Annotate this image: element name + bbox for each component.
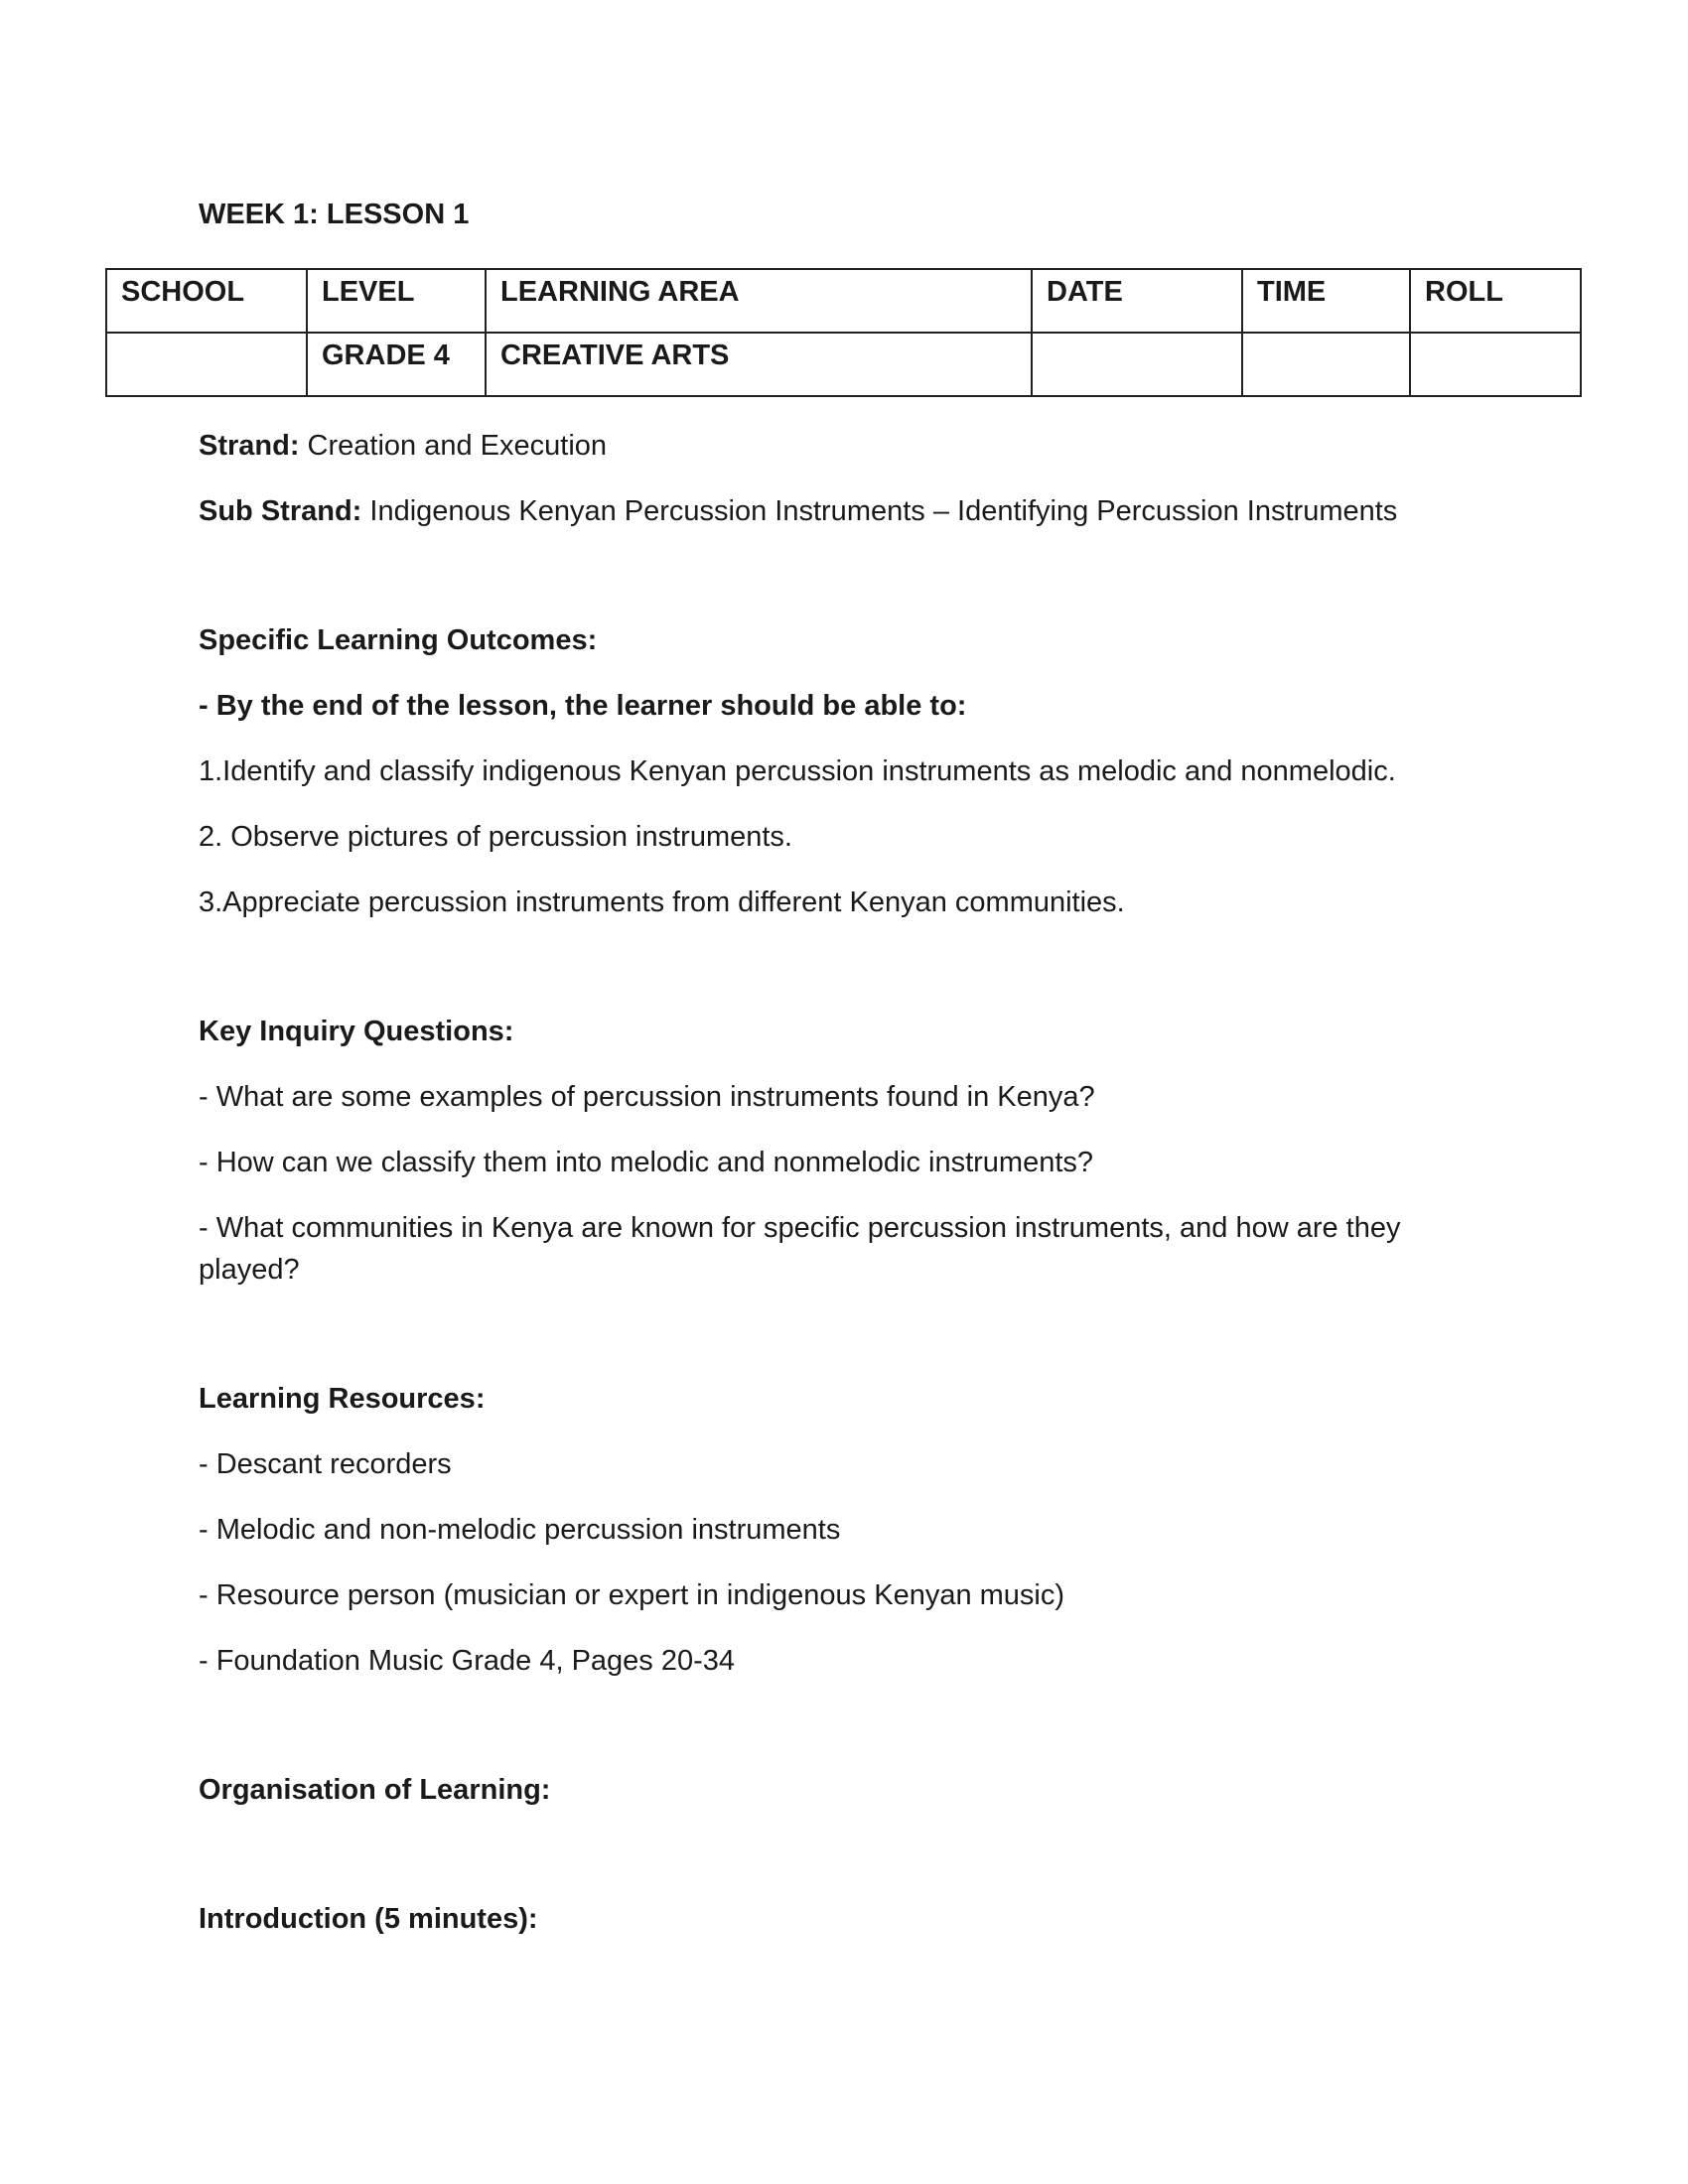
table-header-cell: ROLL: [1410, 269, 1581, 333]
lesson-content: [199, 425, 1489, 1964]
strand-label: Strand:: [199, 430, 300, 462]
list-item: 3.Appreciate percussion instruments from different Kenyan communities.: [199, 887, 1125, 918]
table-header-cell: LEARNING AREA: [486, 269, 1032, 333]
inquiry-title: Key Inquiry Questions:: [199, 1016, 514, 1047]
table-header-cell: DATE: [1032, 269, 1242, 333]
table-header-row: [106, 269, 1581, 333]
list-item: 1.Identify and classify indigenous Kenyan percussion instruments as melodic and nonmelodic.: [199, 755, 1396, 787]
list-item: - Melodic and non-melodic percussion instruments: [199, 1514, 841, 1546]
table-cell: [1410, 333, 1581, 396]
table-header-cell: SCHOOL: [106, 269, 307, 333]
lesson-heading: WEEK 1: LESSON 1: [199, 199, 470, 230]
introduction-title: Introduction (5 minutes):: [199, 1903, 538, 1935]
table-header-cell: TIME: [1242, 269, 1410, 333]
organisation-title: Organisation of Learning:: [199, 1774, 551, 1806]
sub-strand-label: Sub Strand:: [199, 495, 362, 527]
table-row: [106, 333, 1581, 396]
outcomes-title: Specific Learning Outcomes:: [199, 624, 598, 656]
table-header-cell: LEVEL: [307, 269, 486, 333]
spacer: [199, 556, 1489, 619]
spacer: [199, 947, 1489, 1011]
strand-value: Creation and Execution: [299, 430, 608, 462]
list-item: - What communities in Kenya are known for specific percussion instruments, and how are they played?: [199, 1212, 1401, 1286]
list-item: - Descant recorders: [199, 1448, 452, 1480]
list-item: - Foundation Music Grade 4, Pages 20-34: [199, 1645, 736, 1677]
sub-strand-value: Indigenous Kenyan Percussion Instruments – Identifying Percussion Instruments: [361, 495, 1398, 527]
list-item: 2. Observe pictures of percussion instruments.: [199, 821, 792, 853]
outcomes-intro: - By the end of the lesson, the learner should be able to:: [199, 690, 967, 722]
resources-title: Learning Resources:: [199, 1383, 486, 1415]
spacer: [199, 1835, 1489, 1898]
table-cell: [106, 333, 307, 396]
spacer: [199, 1706, 1489, 1769]
sub-strand-line: [199, 490, 1489, 532]
list-item: - How can we classify them into melodic and nonmelodic instruments?: [199, 1147, 1094, 1178]
lesson-info-table: [105, 268, 1582, 397]
strand-line: [199, 425, 1489, 467]
table-cell: [1242, 333, 1410, 396]
list-item: - What are some examples of percussion instruments found in Kenya?: [199, 1081, 1095, 1113]
table-cell: [1032, 333, 1242, 396]
list-item: - Resource person (musician or expert in indigenous Kenyan music): [199, 1579, 1065, 1611]
spacer: [199, 1314, 1489, 1378]
table-cell: CREATIVE ARTS: [486, 333, 1032, 396]
table-cell: GRADE 4: [307, 333, 486, 396]
